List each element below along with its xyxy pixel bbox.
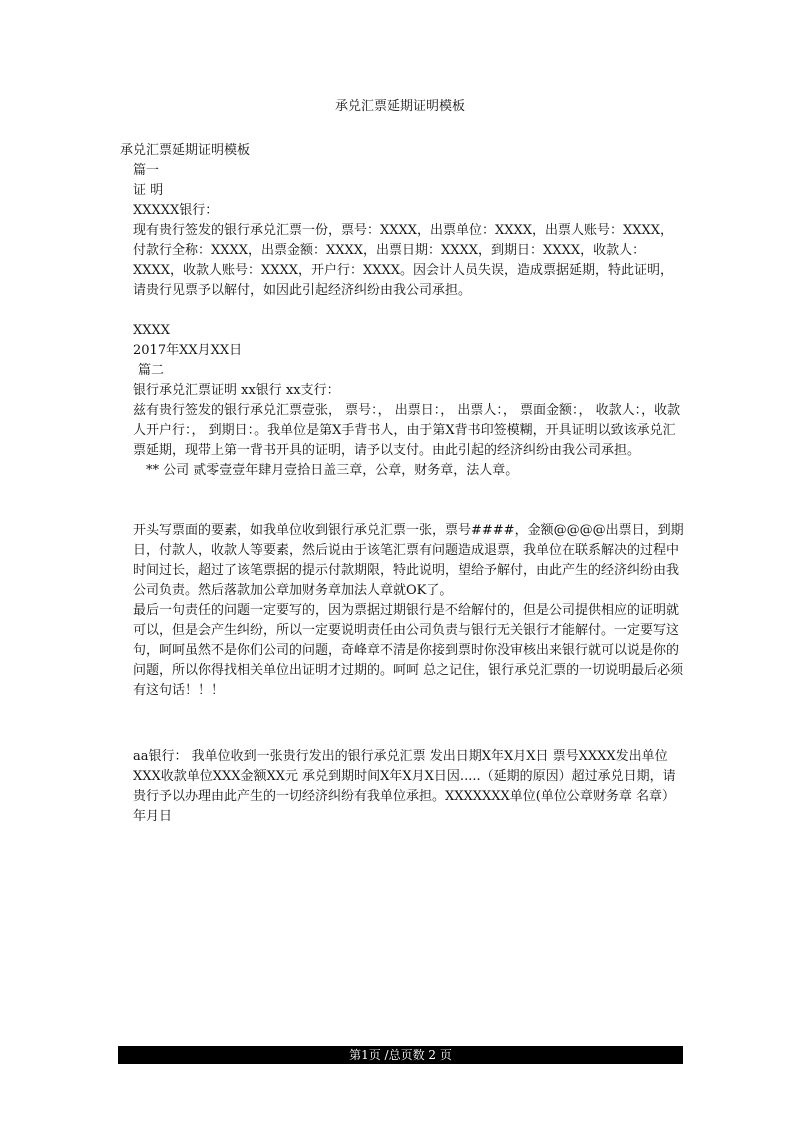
paragraph-1: 现有贵行签发的银行承兑汇票一份，票号：XXXX，出票单位：XXXX，出票人账号：XXXX，付款行全称：XXXX，出票金额：XXXX，出票日期：XXXX，到期日：XXXX，收款人：XXXX，收款人账号：XXXX，开户行：XXXX。因会计人员失误，造成票据延期，特此证明，请贵行见票予以解付，如因此引起经济纠纷由我公司承担。	[133, 223, 674, 298]
addressee-2: 银行承兑汇票证明 xx银行 xx支行：	[133, 383, 340, 398]
date-1: 2017年XX月XX日	[133, 343, 243, 358]
certificate-label: 证 明	[133, 183, 164, 198]
paragraph-5: aa银行： 我单位收到一张贵行发出的银行承兑汇票 发出日期X年X月X日 票号XXXX发出单位XXX收款单位XXX金额XX元 承兑到期时间X年X月X日因.....（延期的原因）超过承兑日期，请贵行予以办理由此产生的一切经济纠纷有我单位承担。XXXXXXX单位(单位公章财务章 名章）年月日	[133, 749, 676, 824]
page-footer: 第1页 /总页数 2 页	[118, 1046, 683, 1064]
paragraph-3: 开头写票面的要素，如我单位收到银行承兑汇票一张，票号####，金额@@@@出票日，到期日，付款人，收款人等要素，然后说由于该笔汇票有问题造成退票，我单位在联系解决的过程中时间过长，超过了该笔票据的提示付款期限，特此说明，望给予解付，由此产生的经济纠纷由我公司负责。然后落款加公章加财务章加法人章就OK了。	[133, 523, 684, 598]
paragraph-4: 最后一句责任的问题一定要写的，因为票据过期银行是不给解付的，但是公司提供相应的证明就可以，但是会产生纠纷，所以一定要说明责任由公司负责与银行无关银行才能解付。一定要写这句，呵呵虽然不是你们公司的问题，奇峰章不清是你接到票时你没审核出来银行就可以说是你的问题，所以你得找相关单位出证明才过期的。呵呵 总之记住，银行承兑汇票的一切说明最后必须有这句话！！！	[133, 603, 684, 698]
body-heading: 承兑汇票延期证明模板	[120, 143, 251, 158]
section-label-2: 篇二	[138, 363, 165, 378]
section-label-1: 篇一	[133, 163, 160, 178]
seal-line: ** 公司 贰零壹壹年肆月壹拾日盖三章，公章，财务章，法人章。	[146, 463, 519, 478]
paragraph-2: 兹有贵行签发的银行承兑汇票壹张， 票号：， 出票日：， 出票人：， 票面金额：， 收款人：，收款人开户行：， 到期日：。我单位是第X手背书人，由于第X背书印签模糊，开具证明以致该承兑汇票延期，现带上第一背书开具的证明，请予以支付。由此引起的经济纠纷由我公司承担。	[133, 403, 681, 458]
addressee-1: XXXXX银行：	[133, 203, 219, 218]
signer-1: XXXX	[133, 323, 171, 338]
document-body	[120, 141, 686, 827]
page-title: 承兑汇票延期证明模板	[334, 99, 465, 114]
